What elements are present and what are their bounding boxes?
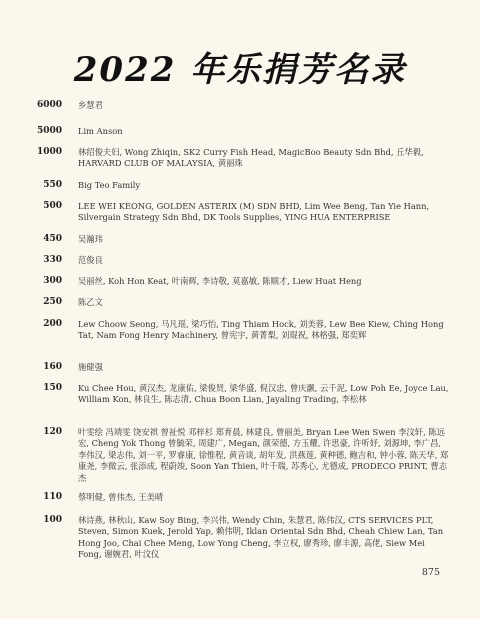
donation-amount: 100 bbox=[43, 515, 62, 525]
donor-names: Lew Choow Seong, 马凡瑶, 梁巧怡, Ting Thiam Hock, 刘美蓉, Lew Bee Kiew, Ching Hong Tat, Nam Fong Henry Machinery, 曾宪宇, 黄菁梨, 刘琨祝, 林格强, 郑奕辉 bbox=[78, 319, 444, 341]
donor-names: 施健强 bbox=[78, 362, 103, 372]
donor-names: 蔡明健, 曾伟杰, 王美晴 bbox=[78, 492, 164, 502]
donation-amount: 200 bbox=[43, 319, 62, 329]
donor-names: 吴瀚玮 bbox=[78, 234, 103, 244]
donation-amount: 450 bbox=[43, 234, 62, 244]
donation-amount: 6000 bbox=[36, 100, 62, 110]
donation-amount: 160 bbox=[43, 362, 62, 372]
donor-names: 吴丽丝, Koh Hon Keat, 叶南辉, 李诗敬, 莫嘉敏, 陈顺才, Liew Huat Heng bbox=[78, 276, 362, 286]
donor-names: 林诗燕, 林秋山, Kaw Soy Bing, 李兴伟, Wendy Chin, 朱慧君, 陈伟汉, CTS SERVICES PLT, Steven, Simon Kuek, Jerold Yap, 赖伟明, Iklan Oriental Sdn Bhd, Cheah Chiew Lan, Tan Hong Joo, Chai Chee Meng, Low Yong Cheng, 李立权, 廖秀珍, 廖丰源, 高佬, Siew Mei Fong, 谢婉君, 叶汶仪 bbox=[78, 515, 444, 560]
donation-amount: 550 bbox=[43, 180, 62, 190]
donor-names: 林绍俊夫妇, Wong Zhiqin, SK2 Curry Fish Head, MagicBoo Beauty Sdn Bhd, 丘华毅, HARVARD CLUB OF MALAYSIA, 黄丽珠 bbox=[78, 147, 424, 169]
donor-names: 范俊良 bbox=[78, 255, 103, 265]
donation-amount: 500 bbox=[43, 201, 62, 211]
donation-amount: 330 bbox=[43, 255, 62, 265]
donation-amount: 300 bbox=[43, 276, 62, 286]
donor-names: Lim Anson bbox=[78, 126, 123, 136]
donor-names: Ku Chee Hou, 黄汉杰, 龙康佑, 梁俊贤, 梁华盛, 倪汉忠, 曾庆灏, 云千泥, Low Poh Ee, Joyce Lau, William Kon, 林良生, 陈志清, Chua Boon Lian, Jayaling Trading, 李松林 bbox=[78, 383, 449, 405]
page-title: 2022 年乐捐芳名录 bbox=[73, 50, 407, 90]
donation-amount: 120 bbox=[43, 427, 62, 437]
donor-names: LEE WEI KEONG, GOLDEN ASTERIX (M) SDN BHD, Lim Wee Beng, Tan Yie Hann, Silvergain Strategy Sdn Bhd, DK Tools Supplies, YING HUA ENTERPRISE bbox=[78, 201, 430, 223]
page-number: 875 bbox=[421, 567, 440, 578]
donor-names: Big Teo Family bbox=[78, 180, 141, 190]
donation-amount: 250 bbox=[43, 297, 62, 307]
donation-amount: 5000 bbox=[36, 126, 62, 136]
donation-amount: 110 bbox=[43, 492, 62, 502]
donor-names: 叶雯绘 冯靖雯 饶安祺 曾祉悦 邓梓杉 郑育晨, 林建良, 曾丽美, Bryan Lee Wen Swen 李汶轩, 陈远宏, Cheng Yok Thong 曾毓荣, 周建广, Megan, 颜荣德, 方玉耀, 许思豪, 许听妤, 刘源坤, 李广昌, 李伟汉, 梁志伟, 刘一平, 罗睿康, 徐惟程, 黄音谈, 胡年发, 洪燕莲, 黄种德, 鲍吉和, 钟小蓉, 陈天华, 郑康尧, 李微云, 张添成, 程蔚竣, Soon Yan Thien, 叶千瑞, 苏秀心, 尤德成, PRODECO PRINT, 曹志杰 bbox=[78, 427, 449, 483]
donation-amount: 150 bbox=[43, 383, 62, 393]
donor-names: 陈乙文 bbox=[78, 297, 103, 307]
donor-names: 乡慧君 bbox=[78, 100, 103, 110]
donation-amount: 1000 bbox=[36, 147, 62, 157]
